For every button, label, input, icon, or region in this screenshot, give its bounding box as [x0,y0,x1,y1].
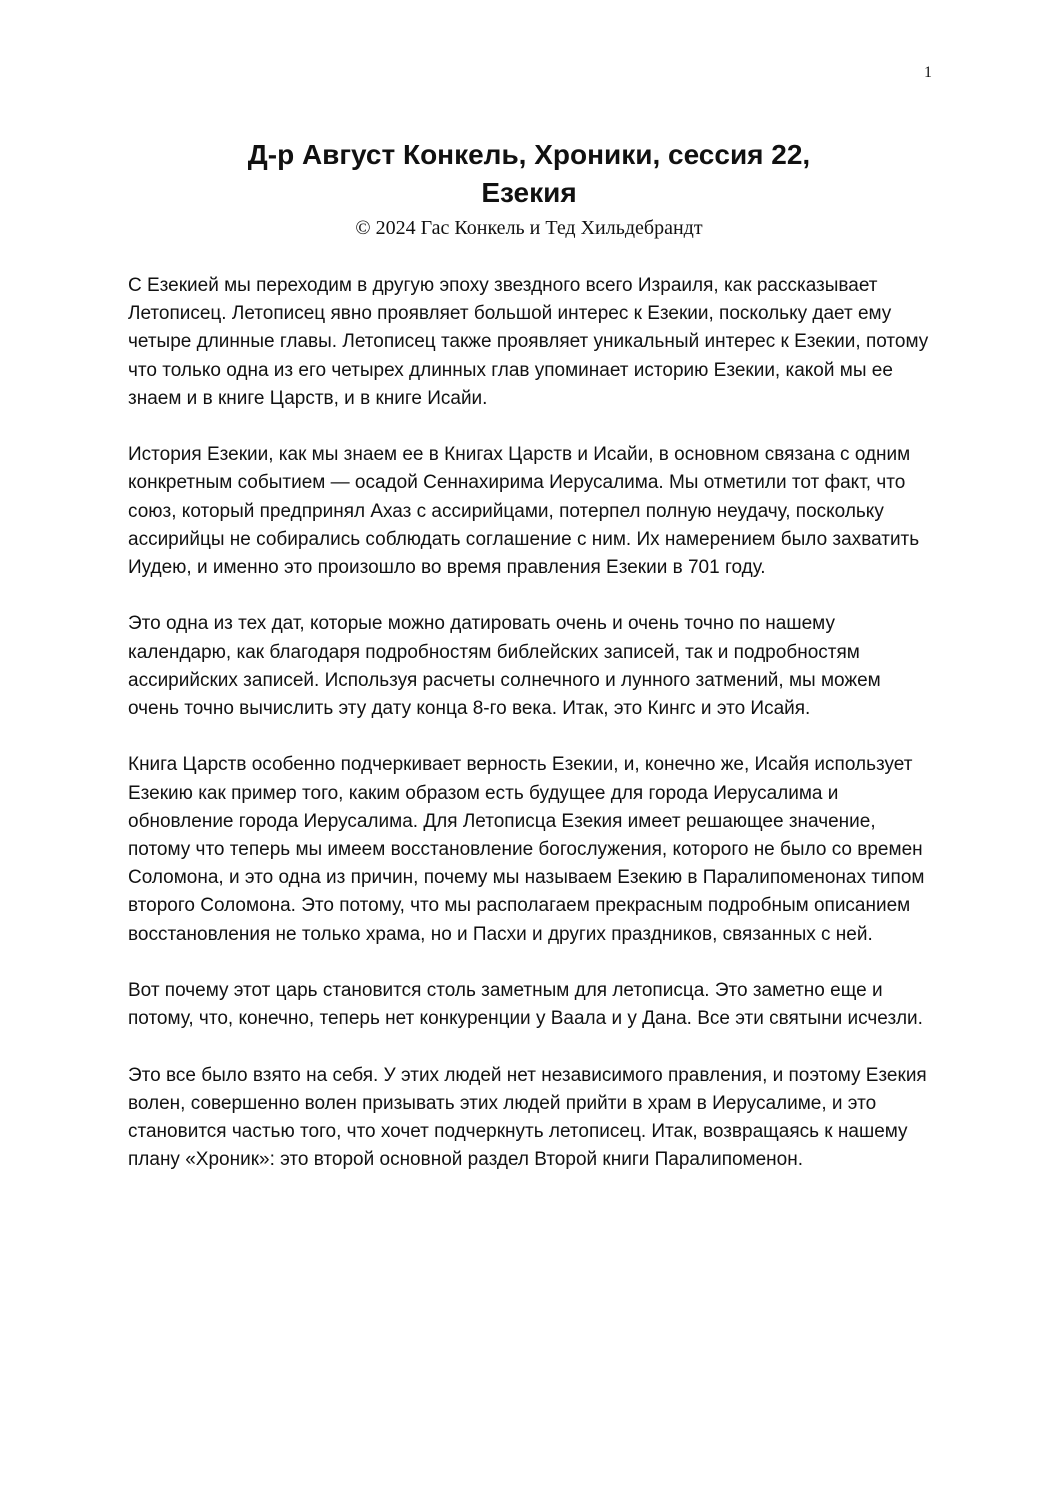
document-title-line-1: Д-р Август Конкель, Хроники, сессия 22, [247,139,811,170]
paragraph-3: Это одна из тех дат, которые можно датировать очень и очень точно по нашему календарю, как благодаря подробностям библейских записей, так и подробностям ассирийских записей. Используя расчеты солнечного и лунного затмений, мы можем очень точно вычислить эту дату конца 8-го века. Итак, это Кингс и это Исайя. [128,613,881,720]
document-title-line-2: Езекия [481,177,577,208]
paragraph-6: Это все было взято на себя. У этих людей нет независимого правления, и поэтому Езекия волен, совершенно волен призывать этих людей прийти в храм в Иерусалиме, и это становится частью того, что хочет подчеркнуть летописец. Итак, возвращаясь к нашему плану «Хроник»: это второй основной раздел Второй книги Паралипоменон. [128,1064,927,1171]
title-block [0,136,1058,242]
paragraph-2: История Езекии, как мы знаем ее в Книгах Царств и Исайи, в основном связана с одним конкретным событием — осадой Сеннахирима Иерусалима. Мы отметили тот факт, что союз, который предпринял Ахаз с ассирийцами, потерпел полную неудачу, поскольку ассирийцы не собирались соблюдать соглашение с ним. Их намерением было захватить Иудею, и именно это произошло во время правления Езекии в 701 году. [128,444,920,579]
body-text [128,272,936,1203]
copyright-notice: © 2024 Гас Конкель и Тед Хильдебрандт [355,217,703,239]
paragraph-4: Книга Царств особенно подчеркивает верность Езекии, и, конечно же, Исайя использует Езекию как пример того, каким образом есть будущее для города Иерусалима и обновление города Иерусалима. Для Летописца Езекия имеет решающее значение, потому что теперь мы имеем восстановление богослужения, которого не было со времен Соломона, и это одна из причин, почему мы называем Езекию в Паралипоменонах типом второго Соломона. Это потому, что мы располагаем прекрасным подробным описанием восстановления не только храма, но и Пасхи и других праздников, связанных с ней. [128,754,925,945]
paragraph-5: Вот почему этот царь становится столь заметным для летописца. Это заметно еще и потому, что, конечно, теперь нет конкуренции у Ваала и у Дана. Все эти святыни исчезли. [128,980,923,1030]
paragraph-1: С Езекией мы переходим в другую эпоху звездного всего Израиля, как рассказывает Летописец. Летописец явно проявляет большой интерес к Езекии, поскольку дает ему четыре длинные главы. Летописец также проявляет уникальный интерес к Езекии, потому что только одна из его четырех длинных глав упоминает историю Езекии, какой мы ее знаем и в книге Царств, и в книге Исайи. [128,275,929,409]
page-number: 1 [924,64,932,81]
